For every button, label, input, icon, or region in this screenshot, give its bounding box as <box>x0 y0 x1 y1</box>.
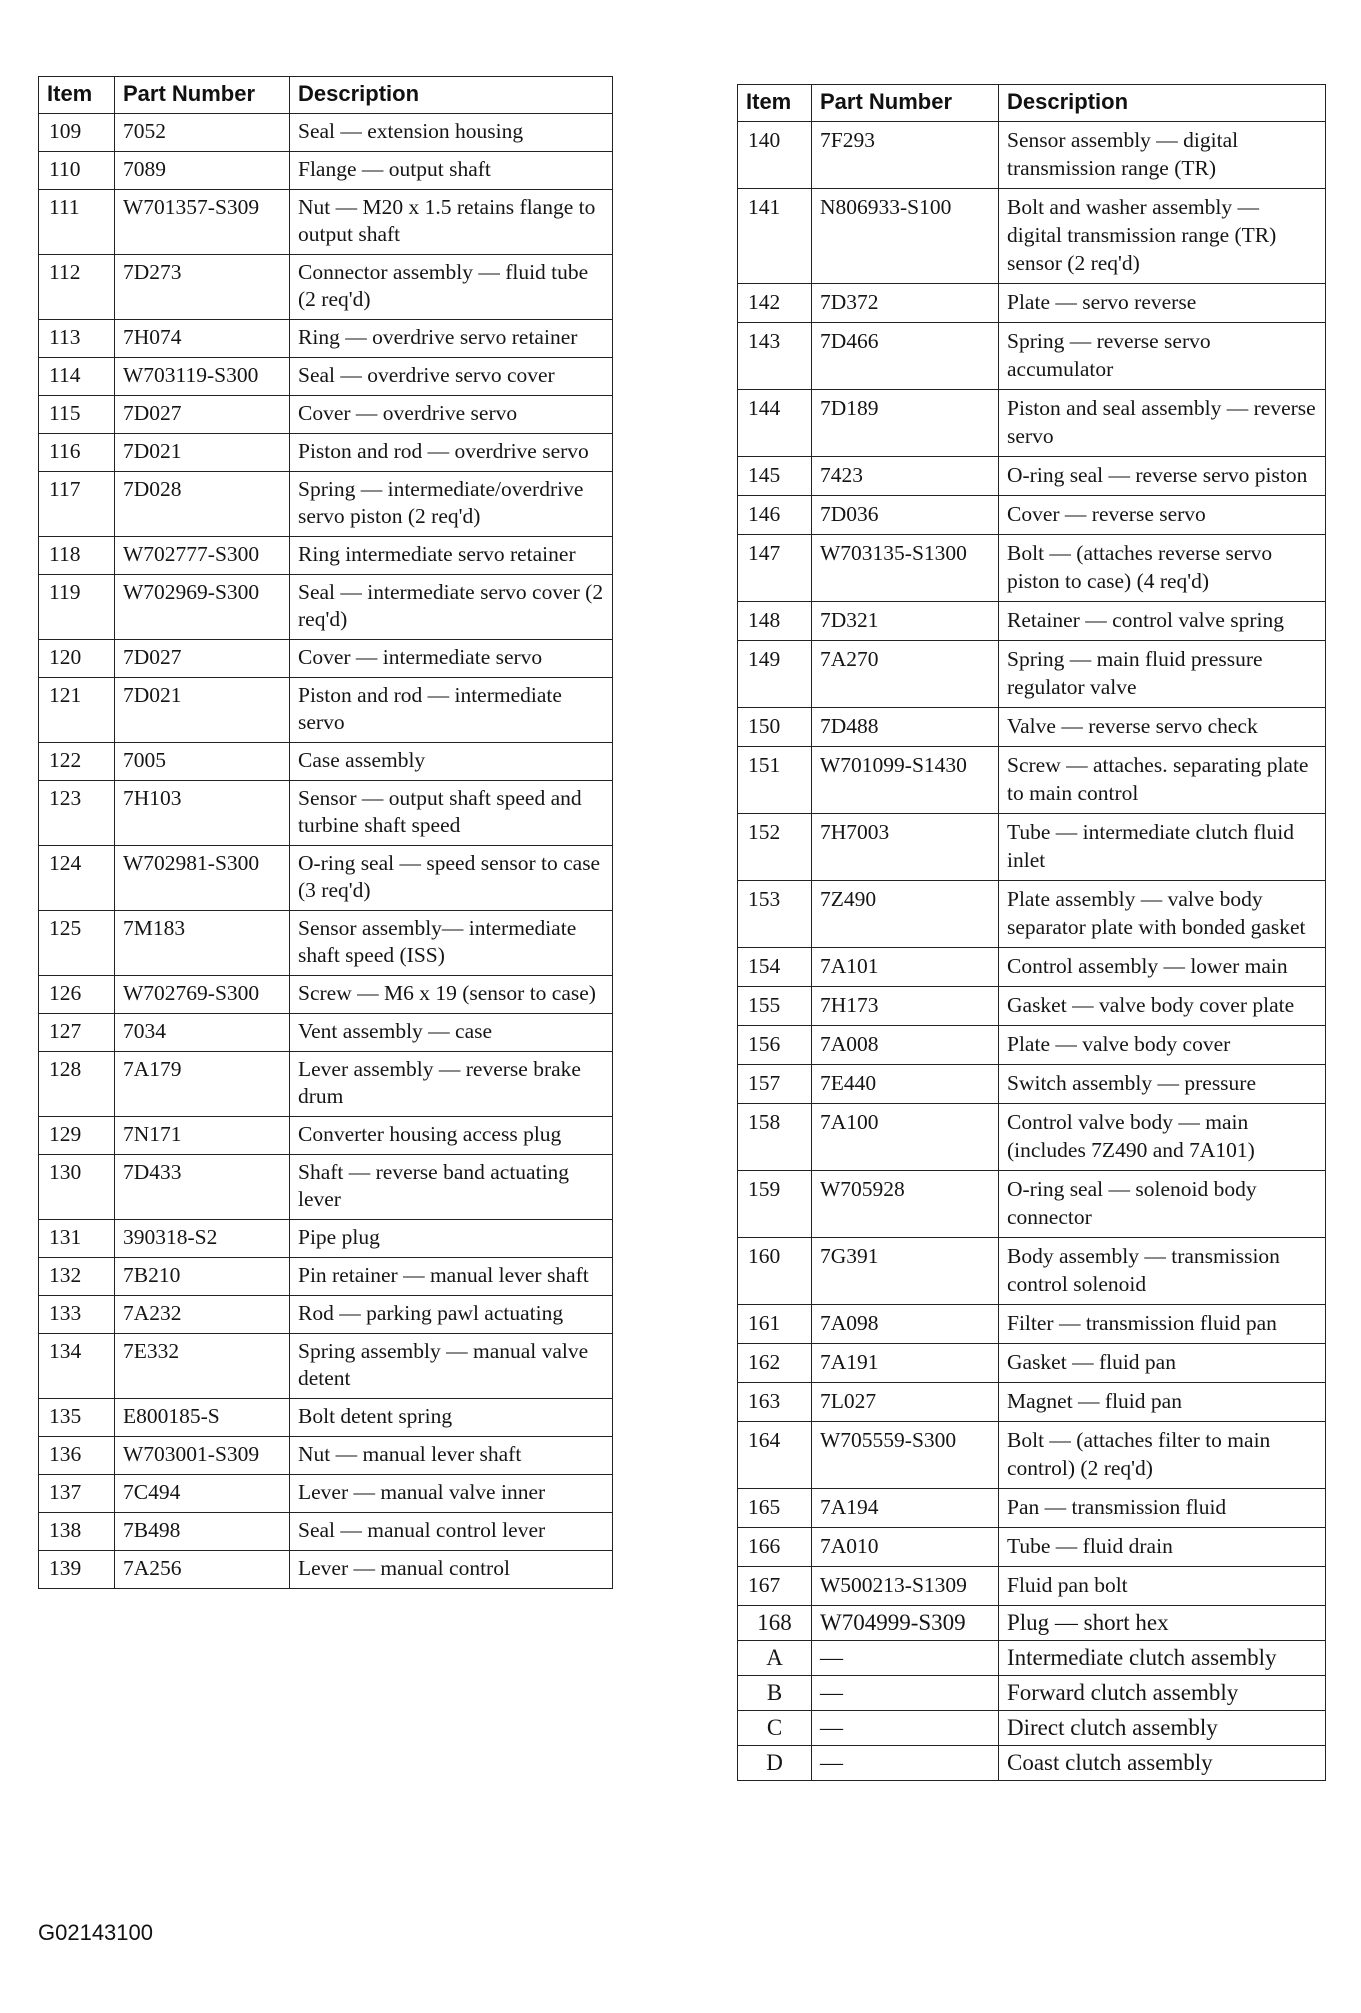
description-cell: Spring — intermediate/overdrive servo piston (2 req'd) <box>290 472 613 537</box>
item-cell: 155 <box>738 987 812 1026</box>
table-row <box>738 881 1326 948</box>
description-cell: Case assembly <box>290 743 613 781</box>
description-cell: Cover — overdrive servo <box>290 396 613 434</box>
table-row <box>738 602 1326 641</box>
part-number-cell: 7D028 <box>115 472 290 537</box>
part-number-cell: 7C494 <box>115 1475 290 1513</box>
table-row <box>39 781 613 846</box>
table-row <box>738 1641 1326 1676</box>
part-number-cell: — <box>812 1746 999 1781</box>
item-cell: 158 <box>738 1104 812 1171</box>
item-cell: 118 <box>39 537 115 575</box>
part-number-cell: 7A101 <box>812 948 999 987</box>
item-cell: 110 <box>39 152 115 190</box>
table-row <box>738 1746 1326 1781</box>
part-number-cell: N806933-S100 <box>812 189 999 284</box>
table-row <box>39 1155 613 1220</box>
parts-table-right-extra-body <box>738 1606 1326 1781</box>
description-cell: Seal — overdrive servo cover <box>290 358 613 396</box>
part-number-cell: W702769-S300 <box>115 976 290 1014</box>
description-cell: Tube — intermediate clutch fluid inlet <box>999 814 1326 881</box>
part-number-cell: W703135-S1300 <box>812 535 999 602</box>
table-row <box>738 1104 1326 1171</box>
part-number-cell: 7D036 <box>812 496 999 535</box>
description-cell: Control assembly — lower main <box>999 948 1326 987</box>
item-cell: 109 <box>39 114 115 152</box>
item-cell: 147 <box>738 535 812 602</box>
item-cell: 132 <box>39 1258 115 1296</box>
part-number-cell: 7B498 <box>115 1513 290 1551</box>
table-row <box>738 1606 1326 1641</box>
item-cell: 163 <box>738 1383 812 1422</box>
description-cell: Bolt — (attaches reverse servo piston to case) (4 req'd) <box>999 535 1326 602</box>
table-row <box>738 948 1326 987</box>
item-cell: 142 <box>738 284 812 323</box>
item-cell: 120 <box>39 640 115 678</box>
description-cell: Spring — reverse servo accumulator <box>999 323 1326 390</box>
description-cell: Connector assembly — fluid tube (2 req'd) <box>290 255 613 320</box>
table-row <box>738 814 1326 881</box>
description-cell: Flange — output shaft <box>290 152 613 190</box>
table-row <box>738 1026 1326 1065</box>
description-cell: Switch assembly — pressure <box>999 1065 1326 1104</box>
table-row <box>39 1513 613 1551</box>
item-cell: 165 <box>738 1489 812 1528</box>
part-number-cell: 7D273 <box>115 255 290 320</box>
item-cell: B <box>738 1676 812 1711</box>
description-cell: Plate — valve body cover <box>999 1026 1326 1065</box>
description-cell: Pin retainer — manual lever shaft <box>290 1258 613 1296</box>
part-number-cell: 7H103 <box>115 781 290 846</box>
part-number-cell: 7D488 <box>812 708 999 747</box>
part-number-cell: 390318-S2 <box>115 1220 290 1258</box>
item-cell: 154 <box>738 948 812 987</box>
part-number-cell: 7E440 <box>812 1065 999 1104</box>
item-cell: A <box>738 1641 812 1676</box>
table-row <box>738 390 1326 457</box>
item-cell: 153 <box>738 881 812 948</box>
item-cell: 111 <box>39 190 115 255</box>
parts-table-left-body <box>39 114 613 1589</box>
description-cell: O-ring seal — reverse servo piston <box>999 457 1326 496</box>
description-cell: Magnet — fluid pan <box>999 1383 1326 1422</box>
description-cell: Bolt — (attaches filter to main control) (2 req'd) <box>999 1422 1326 1489</box>
item-cell: 137 <box>39 1475 115 1513</box>
part-number-cell: 7D466 <box>812 323 999 390</box>
item-cell: 150 <box>738 708 812 747</box>
description-cell: Nut — M20 x 1.5 retains flange to output shaft <box>290 190 613 255</box>
item-cell: 143 <box>738 323 812 390</box>
table-row <box>738 641 1326 708</box>
description-cell: Cover — reverse servo <box>999 496 1326 535</box>
table-row <box>738 1489 1326 1528</box>
table-row <box>39 190 613 255</box>
part-number-cell: 7H173 <box>812 987 999 1026</box>
table-row <box>738 1171 1326 1238</box>
description-cell: Gasket — fluid pan <box>999 1344 1326 1383</box>
description-cell: Filter — transmission fluid pan <box>999 1305 1326 1344</box>
table-row <box>738 457 1326 496</box>
description-cell: Retainer — control valve spring <box>999 602 1326 641</box>
item-cell: 149 <box>738 641 812 708</box>
header-part-number: Part Number <box>812 85 999 122</box>
table-row <box>738 1065 1326 1104</box>
header-description: Description <box>290 77 613 114</box>
header-item: Item <box>738 85 812 122</box>
table-row <box>39 434 613 472</box>
table-row <box>738 284 1326 323</box>
part-number-cell: — <box>812 1676 999 1711</box>
part-number-cell: 7D321 <box>812 602 999 641</box>
table-row <box>738 708 1326 747</box>
item-cell: 124 <box>39 846 115 911</box>
item-cell: 131 <box>39 1220 115 1258</box>
item-cell: 113 <box>39 320 115 358</box>
table-row <box>39 640 613 678</box>
table-row <box>738 1567 1326 1606</box>
header-item: Item <box>39 77 115 114</box>
description-cell: Pipe plug <box>290 1220 613 1258</box>
table-row <box>39 743 613 781</box>
item-cell: 123 <box>39 781 115 846</box>
table-row <box>39 1052 613 1117</box>
table-row <box>738 323 1326 390</box>
description-cell: Converter housing access plug <box>290 1117 613 1155</box>
table-row <box>738 1528 1326 1567</box>
part-number-cell: 7E332 <box>115 1334 290 1399</box>
table-row <box>738 189 1326 284</box>
item-cell: 145 <box>738 457 812 496</box>
item-cell: 129 <box>39 1117 115 1155</box>
table-row <box>39 1334 613 1399</box>
description-cell: Plate assembly — valve body separator plate with bonded gasket <box>999 881 1326 948</box>
item-cell: 146 <box>738 496 812 535</box>
description-cell: Ring intermediate servo retainer <box>290 537 613 575</box>
description-cell: Rod — parking pawl actuating <box>290 1296 613 1334</box>
table-row <box>738 496 1326 535</box>
table-row <box>738 1238 1326 1305</box>
table-row <box>39 1437 613 1475</box>
description-cell: Spring assembly — manual valve detent <box>290 1334 613 1399</box>
description-cell: Bolt detent spring <box>290 1399 613 1437</box>
item-cell: 160 <box>738 1238 812 1305</box>
description-cell: Seal — manual control lever <box>290 1513 613 1551</box>
part-number-cell: 7089 <box>115 152 290 190</box>
item-cell: 136 <box>39 1437 115 1475</box>
part-number-cell: E800185-S <box>115 1399 290 1437</box>
item-cell: 151 <box>738 747 812 814</box>
part-number-cell: 7D027 <box>115 640 290 678</box>
table-row <box>39 1475 613 1513</box>
header-description: Description <box>999 85 1326 122</box>
description-cell: Nut — manual lever shaft <box>290 1437 613 1475</box>
table-row <box>39 152 613 190</box>
part-number-cell: 7A194 <box>812 1489 999 1528</box>
description-cell: Cover — intermediate servo <box>290 640 613 678</box>
table-row <box>738 1305 1326 1344</box>
part-number-cell: 7A179 <box>115 1052 290 1117</box>
part-number-cell: 7A010 <box>812 1528 999 1567</box>
part-number-cell: 7052 <box>115 114 290 152</box>
item-cell: 130 <box>39 1155 115 1220</box>
part-number-cell: 7A098 <box>812 1305 999 1344</box>
part-number-cell: 7005 <box>115 743 290 781</box>
part-number-cell: 7H074 <box>115 320 290 358</box>
table-row <box>738 1422 1326 1489</box>
item-cell: 127 <box>39 1014 115 1052</box>
table-header-row <box>39 77 613 114</box>
item-cell: 140 <box>738 122 812 189</box>
part-number-cell: W703001-S309 <box>115 1437 290 1475</box>
part-number-cell: 7G391 <box>812 1238 999 1305</box>
item-cell: 116 <box>39 434 115 472</box>
part-number-cell: 7A100 <box>812 1104 999 1171</box>
header-part-number: Part Number <box>115 77 290 114</box>
description-cell: Sensor assembly— intermediate shaft speed (ISS) <box>290 911 613 976</box>
table-row <box>738 1344 1326 1383</box>
description-cell: Coast clutch assembly <box>999 1746 1326 1781</box>
description-cell: Body assembly — transmission control solenoid <box>999 1238 1326 1305</box>
description-cell: Pan — transmission fluid <box>999 1489 1326 1528</box>
part-number-cell: 7A256 <box>115 1551 290 1589</box>
table-row <box>39 678 613 743</box>
description-cell: Piston and seal assembly — reverse servo <box>999 390 1326 457</box>
description-cell: Seal — extension housing <box>290 114 613 152</box>
parts-table-right-body <box>738 122 1326 1606</box>
table-row <box>39 358 613 396</box>
table-row <box>738 1711 1326 1746</box>
description-cell: Screw — attaches. separating plate to main control <box>999 747 1326 814</box>
description-cell: Seal — intermediate servo cover (2 req'd) <box>290 575 613 640</box>
description-cell: Direct clutch assembly <box>999 1711 1326 1746</box>
part-number-cell: 7M183 <box>115 911 290 976</box>
parts-table-left <box>38 76 613 1589</box>
part-number-cell: 7B210 <box>115 1258 290 1296</box>
part-number-cell: 7Z490 <box>812 881 999 948</box>
part-number-cell: 7L027 <box>812 1383 999 1422</box>
table-row <box>738 987 1326 1026</box>
description-cell: Control valve body — main (includes 7Z490 and 7A101) <box>999 1104 1326 1171</box>
item-cell: 117 <box>39 472 115 537</box>
table-row <box>39 1296 613 1334</box>
part-number-cell: W704999-S309 <box>812 1606 999 1641</box>
item-cell: 157 <box>738 1065 812 1104</box>
description-cell: Piston and rod — intermediate servo <box>290 678 613 743</box>
item-cell: 133 <box>39 1296 115 1334</box>
item-cell: 126 <box>39 976 115 1014</box>
item-cell: 167 <box>738 1567 812 1606</box>
description-cell: O-ring seal — speed sensor to case (3 req'd) <box>290 846 613 911</box>
description-cell: Ring — overdrive servo retainer <box>290 320 613 358</box>
table-row <box>39 537 613 575</box>
table-row <box>39 396 613 434</box>
table-row <box>738 1383 1326 1422</box>
description-cell: Forward clutch assembly <box>999 1676 1326 1711</box>
item-cell: 159 <box>738 1171 812 1238</box>
item-cell: 152 <box>738 814 812 881</box>
item-cell: 115 <box>39 396 115 434</box>
table-row <box>39 911 613 976</box>
table-row <box>39 1399 613 1437</box>
part-number-cell: W702777-S300 <box>115 537 290 575</box>
item-cell: 114 <box>39 358 115 396</box>
item-cell: 164 <box>738 1422 812 1489</box>
item-cell: 125 <box>39 911 115 976</box>
part-number-cell: 7N171 <box>115 1117 290 1155</box>
description-cell: Vent assembly — case <box>290 1014 613 1052</box>
table-row <box>39 1551 613 1589</box>
table-row <box>39 846 613 911</box>
part-number-cell: 7D021 <box>115 434 290 472</box>
part-number-cell: W701099-S1430 <box>812 747 999 814</box>
description-cell: Shaft — reverse band actuating lever <box>290 1155 613 1220</box>
part-number-cell: 7D021 <box>115 678 290 743</box>
description-cell: Screw — M6 x 19 (sensor to case) <box>290 976 613 1014</box>
description-cell: Lever — manual control <box>290 1551 613 1589</box>
part-number-cell: 7D372 <box>812 284 999 323</box>
table-row <box>738 1676 1326 1711</box>
part-number-cell: 7034 <box>115 1014 290 1052</box>
item-cell: 144 <box>738 390 812 457</box>
description-cell: Sensor assembly — digital transmission range (TR) <box>999 122 1326 189</box>
table-row <box>39 114 613 152</box>
item-cell: C <box>738 1711 812 1746</box>
description-cell: O-ring seal — solenoid body connector <box>999 1171 1326 1238</box>
description-cell: Lever — manual valve inner <box>290 1475 613 1513</box>
description-cell: Fluid pan bolt <box>999 1567 1326 1606</box>
item-cell: 112 <box>39 255 115 320</box>
table-row <box>39 1117 613 1155</box>
item-cell: 166 <box>738 1528 812 1567</box>
part-number-cell: 7D433 <box>115 1155 290 1220</box>
description-cell: Bolt and washer assembly — digital transmission range (TR) sensor (2 req'd) <box>999 189 1326 284</box>
item-cell: 119 <box>39 575 115 640</box>
table-row <box>39 472 613 537</box>
item-cell: 138 <box>39 1513 115 1551</box>
item-cell: 139 <box>39 1551 115 1589</box>
table-row <box>738 122 1326 189</box>
table-row <box>39 976 613 1014</box>
part-number-cell: W705559-S300 <box>812 1422 999 1489</box>
part-number-cell: 7A270 <box>812 641 999 708</box>
item-cell: 128 <box>39 1052 115 1117</box>
table-row <box>39 1014 613 1052</box>
part-number-cell: W703119-S300 <box>115 358 290 396</box>
part-number-cell: W705928 <box>812 1171 999 1238</box>
parts-table-right <box>737 84 1326 1781</box>
part-number-cell: W702969-S300 <box>115 575 290 640</box>
description-cell: Piston and rod — overdrive servo <box>290 434 613 472</box>
part-number-cell: 7D189 <box>812 390 999 457</box>
item-cell: 134 <box>39 1334 115 1399</box>
item-cell: 162 <box>738 1344 812 1383</box>
item-cell: 122 <box>39 743 115 781</box>
part-number-cell: 7A232 <box>115 1296 290 1334</box>
table-row <box>39 1220 613 1258</box>
table-row <box>738 535 1326 602</box>
table-row <box>39 1258 613 1296</box>
part-number-cell: W702981-S300 <box>115 846 290 911</box>
table-row <box>39 575 613 640</box>
part-number-cell: 7H7003 <box>812 814 999 881</box>
description-cell: Plug — short hex <box>999 1606 1326 1641</box>
description-cell: Tube — fluid drain <box>999 1528 1326 1567</box>
part-number-cell: — <box>812 1711 999 1746</box>
table-row <box>738 747 1326 814</box>
part-number-cell: 7423 <box>812 457 999 496</box>
table-row <box>39 320 613 358</box>
part-number-cell: — <box>812 1641 999 1676</box>
item-cell: 135 <box>39 1399 115 1437</box>
item-cell: 161 <box>738 1305 812 1344</box>
description-cell: Intermediate clutch assembly <box>999 1641 1326 1676</box>
figure-code: G02143100 <box>38 1920 153 1945</box>
description-cell: Lever assembly — reverse brake drum <box>290 1052 613 1117</box>
item-cell: 148 <box>738 602 812 641</box>
description-cell: Spring — main fluid pressure regulator valve <box>999 641 1326 708</box>
item-cell: 156 <box>738 1026 812 1065</box>
part-number-cell: 7A008 <box>812 1026 999 1065</box>
item-cell: 141 <box>738 189 812 284</box>
part-number-cell: W701357-S309 <box>115 190 290 255</box>
item-cell: 168 <box>738 1606 812 1641</box>
item-cell: 121 <box>39 678 115 743</box>
table-header-row <box>738 85 1326 122</box>
part-number-cell: 7F293 <box>812 122 999 189</box>
description-cell: Plate — servo reverse <box>999 284 1326 323</box>
part-number-cell: 7D027 <box>115 396 290 434</box>
item-cell: D <box>738 1746 812 1781</box>
description-cell: Sensor — output shaft speed and turbine shaft speed <box>290 781 613 846</box>
description-cell: Valve — reverse servo check <box>999 708 1326 747</box>
part-number-cell: 7A191 <box>812 1344 999 1383</box>
description-cell: Gasket — valve body cover plate <box>999 987 1326 1026</box>
table-row <box>39 255 613 320</box>
part-number-cell: W500213-S1309 <box>812 1567 999 1606</box>
